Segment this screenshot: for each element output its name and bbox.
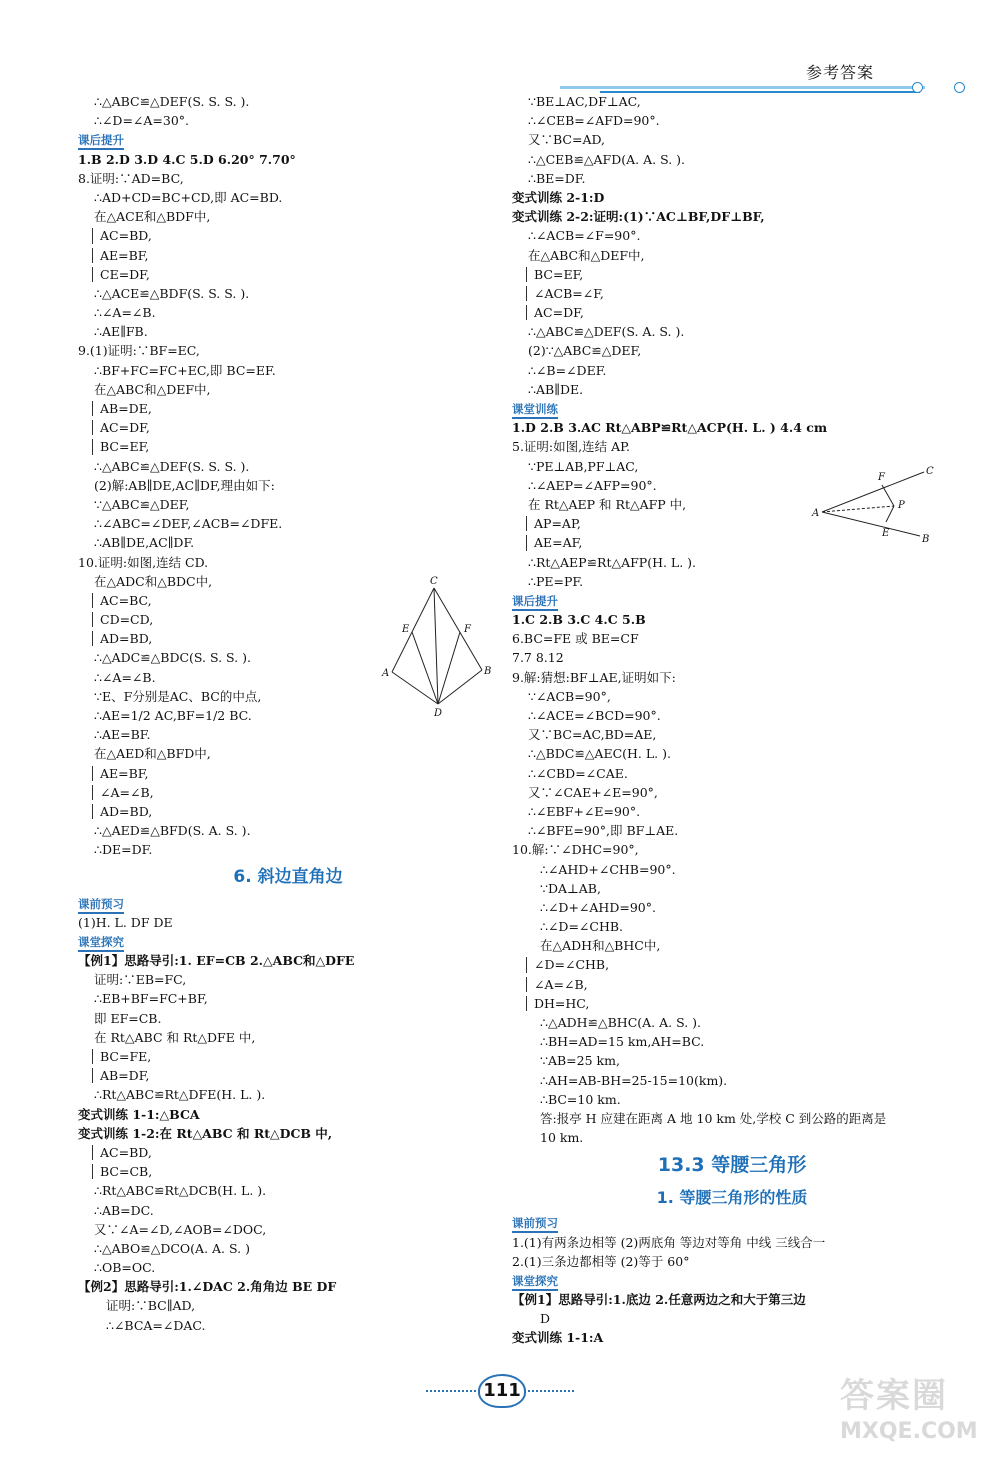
kite-label-f: F	[464, 624, 471, 635]
section-tag: 课堂探究	[512, 1274, 558, 1291]
brace-line: ∠A=∠B,	[78, 783, 498, 802]
answer-line: ∴△ACE≌△BDF(S. S. S. ).	[94, 285, 250, 301]
answer-line: 变式训练 2-2:证明:(1)∵AC⊥BF,DF⊥BF,	[512, 209, 765, 225]
angle-bisector-figure	[808, 462, 948, 546]
angle-label-p: P	[898, 500, 905, 511]
brace-line: AE=BF,	[78, 246, 498, 265]
answer-line: ∴∠D=∠A=30°.	[94, 113, 190, 129]
answer-line: 7.7 8.12	[512, 650, 564, 666]
angle-label-e: E	[882, 528, 890, 539]
angle-label-a: A	[812, 508, 820, 519]
brace-line: AC=BD,	[78, 1143, 498, 1162]
answer-line: 又∵BC=AC,BD=AE,	[528, 727, 657, 743]
answer-line: ∴∠CBD=∠CAE.	[528, 765, 628, 781]
section-tag: 课前预习	[78, 897, 124, 914]
answer-line: ∴AB∥DE.	[528, 381, 584, 397]
answer-line: ∴∠BFE=90°,即 BF⊥AE.	[528, 823, 679, 839]
answer-line: ∴∠A=∠B.	[94, 669, 156, 685]
section-title: 13.3 等腰三角形	[657, 1154, 807, 1177]
answer-line: ∴AE=BF.	[94, 727, 151, 743]
answer-line: ∴AE=1/2 AC,BF=1/2 BC.	[94, 708, 252, 723]
answer-line: ∴∠ACB=∠F=90°.	[528, 228, 641, 244]
answer-line: ∴∠D=∠CHB.	[540, 919, 624, 935]
answer-line: ∴△ABC≌△DEF(S. S. S. ).	[94, 94, 250, 109]
section-tag-row	[78, 130, 498, 149]
section-tag-row	[78, 894, 498, 913]
watermark-url: MXQE.COM	[840, 1419, 978, 1444]
answer-line: ∴AB=DC.	[94, 1202, 154, 1218]
answer-line: ∴∠BCA=∠DAC.	[106, 1317, 206, 1333]
answer-line: ∴BE=DF.	[528, 170, 586, 186]
answer-line: (2)∵△ABC≌△DEF,	[528, 343, 642, 359]
page-number: 111	[478, 1374, 526, 1408]
answer-line: 在△AED和△BFD中,	[94, 746, 211, 762]
answer-line: ∴△ABC≌△DEF(S. S. S. ).	[94, 458, 250, 474]
answer-line: ∴△ADC≌△BDC(S. S. S. ).	[94, 650, 251, 666]
answer-line: ∴BH=AD=15 km,AH=BC.	[540, 1034, 705, 1050]
answer-line: 又∵BC=AD,	[528, 132, 606, 148]
kite-label-e: E	[402, 624, 410, 635]
brace-line: AD=BD,	[78, 629, 498, 648]
brace-line: AE=AF,	[512, 533, 952, 552]
answer-line: ∴∠D+∠AHD=90°.	[540, 899, 656, 915]
brace-line: AC=BD,	[78, 226, 498, 245]
brace-line: ∠D=∠CHB,	[512, 955, 952, 974]
header-rule-light	[560, 86, 925, 89]
answer-line: ∴∠AEP=∠AFP=90°.	[528, 477, 657, 493]
answer-line: ∵△ABC≌△DEF,	[94, 496, 190, 512]
answer-line: 在△ACE和△BDF中,	[94, 209, 211, 225]
brace-line: CD=CD,	[78, 610, 498, 629]
answer-line: ∴BC=10 km.	[540, 1091, 621, 1107]
section-tag: 课后提升	[512, 594, 558, 611]
brace-line: AB=DF,	[78, 1066, 498, 1085]
section-tag-row	[78, 932, 498, 951]
watermark	[840, 1368, 990, 1458]
answer-line: 变式训练 2-1:D	[512, 189, 605, 205]
answer-line: ∴∠B=∠DEF.	[528, 362, 607, 378]
brace-line: ∠A=∠B,	[512, 975, 952, 994]
section-title: 6. 斜边直角边	[233, 866, 343, 887]
answer-line: 10.解:∵∠DHC=90°,	[512, 842, 639, 858]
angle-label-b: B	[922, 534, 930, 545]
right-column	[512, 92, 952, 1348]
answer-line: 在△ABC和△DEF中,	[94, 381, 211, 397]
answer-line: (2)解:AB∥DE,AC∥DF,理由如下:	[94, 477, 275, 493]
section-tag: 课堂训练	[512, 402, 558, 419]
answer-line: 变式训练 1-1:△BCA	[78, 1106, 200, 1122]
kite-label-d: D	[434, 708, 443, 719]
answer-line: ∵PE⊥AB,PF⊥AC,	[528, 458, 639, 474]
kite-label-b: B	[484, 666, 492, 677]
kite-label-c: C	[430, 576, 438, 587]
answer-line: ∴PE=PF.	[528, 573, 584, 589]
answer-line: ∴Rt△ABC≌Rt△DFE(H. L. ).	[94, 1087, 266, 1103]
answer-line: 【例1】思路导引:1.底边 2.任意两边之和大于第三边	[512, 1292, 806, 1308]
answer-line: 1.(1)有两条边相等 (2)两底角 等边对等角 中线 三线合一	[512, 1234, 826, 1250]
answer-line: 在△ADC和△BDC中,	[94, 573, 213, 589]
answer-line: 10 km.	[540, 1130, 584, 1146]
answer-line: ∵E、F分别是AC、BC的中点,	[94, 688, 262, 704]
section-tag: 课堂探究	[78, 935, 124, 952]
answer-line: 在△ADH和△BHC中,	[540, 938, 661, 954]
answer-line: 【例1】思路导引:1. EF=CB 2.△ABC和△DFE	[78, 953, 355, 969]
answer-line: ∴EB+BF=FC+BF,	[94, 991, 208, 1007]
brace-line: AE=BF,	[78, 764, 498, 783]
answer-line: ∴AE∥FB.	[94, 324, 148, 340]
section-tag: 课前预习	[512, 1216, 558, 1233]
header-dot-icon	[954, 82, 965, 93]
answer-line: 即 EF=CB.	[94, 1010, 162, 1026]
answer-line: 证明:∵BC∥AD,	[106, 1298, 196, 1314]
brace-line: BC=CB,	[78, 1162, 498, 1181]
section-tag-row	[512, 1213, 952, 1232]
brace-line: BC=FE,	[78, 1047, 498, 1066]
answer-line: 变式训练 1-1:A	[512, 1330, 604, 1346]
brace-line: AC=DF,	[512, 303, 952, 322]
angle-label-c: C	[926, 466, 934, 477]
section-title: 1. 等腰三角形的性质	[656, 1188, 808, 1208]
answer-line: 6.BC=FE 或 BE=CF	[512, 631, 639, 647]
brace-line: BC=EF,	[512, 265, 952, 284]
answer-line: 在 Rt△AEP 和 Rt△AFP 中,	[528, 496, 687, 512]
answer-line: 1.D 2.B 3.AC Rt△ABP≌Rt△ACP(H. L. ) 4.4 cm	[512, 420, 828, 436]
answer-line: ∴∠ACE=∠BCD=90°.	[528, 708, 661, 723]
kite-label-a: A	[382, 668, 390, 679]
section-tag-row	[512, 399, 952, 418]
answer-line: ∴∠A=∠B.	[94, 305, 156, 321]
brace-line: AD=BD,	[78, 802, 498, 821]
answer-line: 答:报亭 H 应建在距离 A 地 10 km 处,学校 C 到公路的距离是	[540, 1110, 887, 1126]
answer-line: ∴Rt△ABC≌Rt△DCB(H. L. ).	[94, 1183, 267, 1199]
answer-line: ∴AH=AB-BH=25-15=10(km).	[540, 1072, 728, 1088]
answer-line: ∴△ABC≌△DEF(S. A. S. ).	[528, 324, 685, 340]
section-tag: 课后提升	[78, 133, 124, 150]
answer-line: ∵DA⊥AB,	[540, 880, 601, 896]
brace-line: BC=EF,	[78, 437, 498, 456]
answer-line: ∴Rt△AEP≌Rt△AFP(H. L. ).	[528, 554, 697, 570]
answer-line: ∴△BDC≌△AEC(H. L. ).	[528, 746, 671, 762]
answer-line: 又∵∠A=∠D,∠AOB=∠DOC,	[94, 1221, 267, 1237]
answer-line: ∵AB=25 km,	[540, 1053, 620, 1069]
answer-line: 5.证明:如图,连结 AP.	[512, 439, 630, 455]
answer-line: ∴∠AHD+∠CHB=90°.	[540, 861, 676, 877]
answer-line: ∴∠EBF+∠E=90°.	[528, 803, 641, 819]
answer-line: ∴AB∥DE,AC∥DF.	[94, 535, 195, 551]
answer-line: 【例2】思路导引:1.∠DAC 2.角角边 BE DF	[78, 1279, 337, 1295]
answer-line: 9.(1)证明:∵BF=EC,	[78, 343, 200, 359]
answer-line: 在 Rt△ABC 和 Rt△DFE 中,	[94, 1029, 256, 1045]
answer-line: ∴△ADH≌△BHC(A. A. S. ).	[540, 1015, 701, 1030]
brace-line: CE=DF,	[78, 265, 498, 284]
answer-line: ∴△ABO≌△DCO(A. A. S. )	[94, 1240, 250, 1256]
section-tag-row	[512, 591, 952, 610]
brace-line: ∠ACB=∠F,	[512, 284, 952, 303]
section-tag-row	[512, 1271, 952, 1290]
answer-line: ∴△CEB≌△AFD(A. A. S. ).	[528, 151, 685, 167]
kite-figure	[378, 574, 498, 722]
answer-line: 8.证明:∵AD=BC,	[78, 170, 184, 186]
watermark-logo-text: 答案圈	[840, 1376, 948, 1416]
header-title: 参考答案	[806, 63, 875, 82]
brace-line: DH=HC,	[512, 994, 952, 1013]
answer-line: 在△ABC和△DEF中,	[528, 247, 645, 263]
answer-line: ∴BF+FC=FC+EC,即 BC=EF.	[94, 362, 276, 378]
answer-line: ∵∠ACB=90°,	[528, 688, 611, 704]
brace-line: AP=AP,	[512, 514, 952, 533]
brace-line: AC=BC,	[78, 591, 498, 610]
answer-line: ∴AD+CD=BC+CD,即 AC=BD.	[94, 189, 283, 205]
answer-line: ∴△AED≌△BFD(S. A. S. ).	[94, 823, 251, 839]
answer-line: ∵BE⊥AC,DF⊥AC,	[528, 94, 641, 109]
answer-line: ∴DE=DF.	[94, 842, 153, 858]
answer-line: 9.解:猜想:BF⊥AE,证明如下:	[512, 669, 676, 685]
answer-line: D	[540, 1311, 551, 1327]
brace-line: AC=DF,	[78, 418, 498, 437]
answer-line: ∴OB=OC.	[94, 1260, 156, 1276]
footer-dotted-rule	[426, 1390, 476, 1392]
answer-line: (1)H. L. DF DE	[78, 914, 173, 930]
brace-line: AB=DE,	[78, 399, 498, 418]
answer-line: ∴∠ABC=∠DEF,∠ACB=∠DFE.	[94, 516, 283, 532]
answer-line: 1.C 2.B 3.C 4.C 5.B	[512, 612, 646, 628]
footer-dotted-rule	[524, 1390, 574, 1392]
answer-line: 证明:∵EB=FC,	[94, 972, 187, 988]
answer-line: 2.(1)三条边都相等 (2)等于 60°	[512, 1253, 690, 1269]
answer-line: 又∵∠CAE+∠E=90°,	[528, 784, 658, 800]
answer-line: 10.证明:如图,连结 CD.	[78, 554, 209, 570]
answer-line: 1.B 2.D 3.D 4.C 5.D 6.20° 7.70°	[78, 151, 296, 167]
answer-line: ∴∠CEB=∠AFD=90°.	[528, 113, 660, 129]
answer-line: 变式训练 1-2:在 Rt△ABC 和 Rt△DCB 中,	[78, 1125, 333, 1141]
page-footer	[426, 1372, 576, 1408]
angle-label-f: F	[878, 472, 885, 483]
